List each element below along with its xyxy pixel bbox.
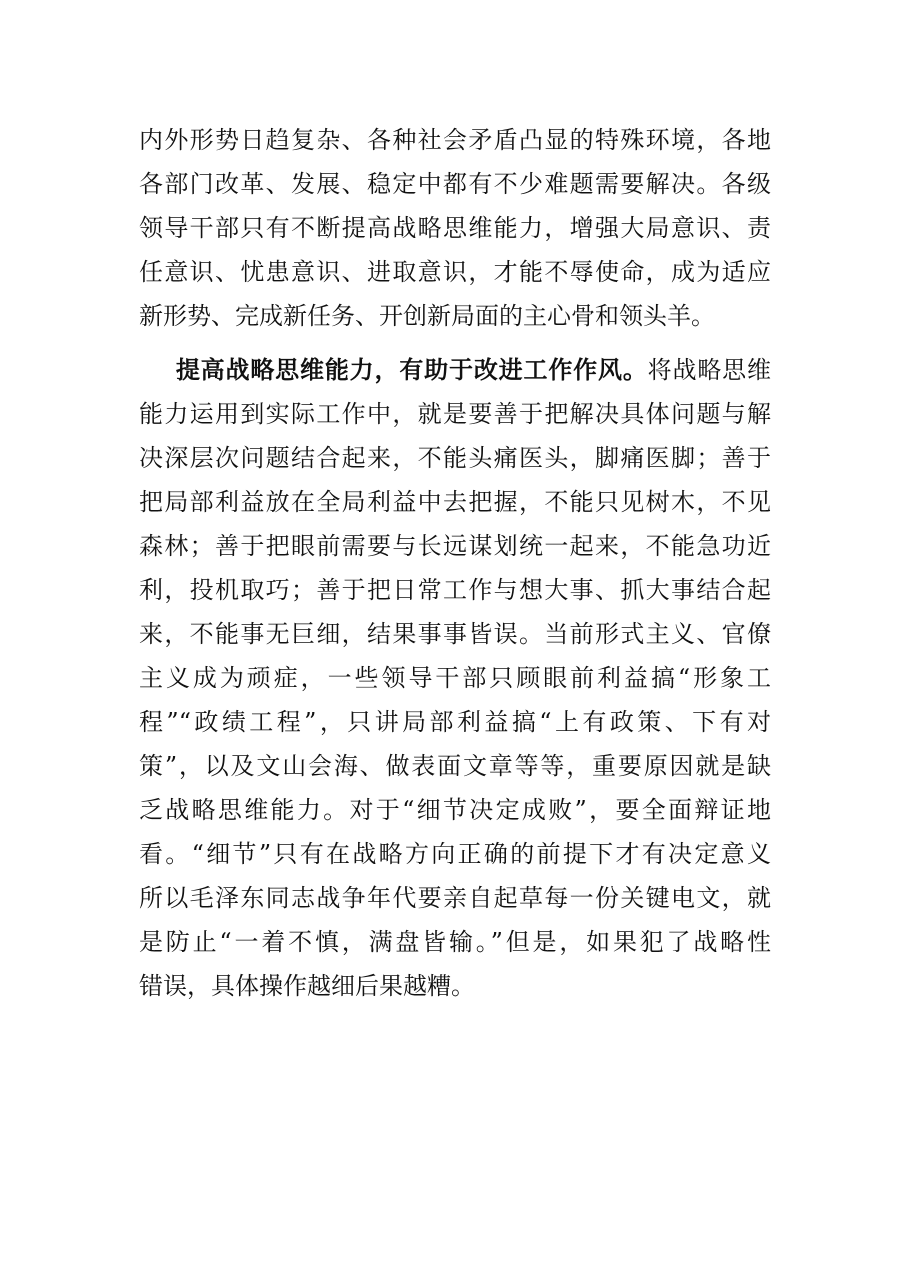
text-line: 看。“细节”只有在战略方向正确的前提下才有决定意义 <box>139 840 771 868</box>
text-line: 新形势、完成新任务、开创新局面的主心骨和领头羊。 <box>139 302 715 330</box>
paragraph-spacer <box>139 338 771 348</box>
text-line: 各部门改革、发展、稳定中都有不少难题需要解决。各级 <box>139 170 771 198</box>
text-line: 是防止“一着不慎，满盘皆输。”但是，如果犯了战略性 <box>139 928 771 956</box>
text-line: 策”，以及文山会海、做表面文章等等，重要原因就是缺 <box>139 752 771 780</box>
text-line: 森林；善于把眼前需要与长远谋划统一起来，不能急功近 <box>139 532 771 560</box>
text-line: 来，不能事无巨细，结果事事皆误。当前形式主义、官僚 <box>139 620 771 648</box>
text-line: 把局部利益放在全局利益中去把握，不能只见树木，不见 <box>139 488 771 516</box>
text-line-first <box>139 348 771 392</box>
text-line: 错误，具体操作越细后果越糟。 <box>139 972 475 1000</box>
text-line: 能力运用到实际工作中，就是要善于把解决具体问题与解 <box>139 400 771 428</box>
paragraph-2 <box>139 348 771 1008</box>
text-line: 任意识、忧患意识、进取意识，才能不辱使命，成为适应 <box>139 258 771 286</box>
text-line: 程”“政绩工程”，只讲局部利益搞“上有政策、下有对 <box>139 708 771 736</box>
text-line: 领导干部只有不断提高战略思维能力，增强大局意识、责 <box>139 214 771 242</box>
text-line: 乏战略思维能力。对于“细节决定成败”，要全面辩证地 <box>139 796 771 824</box>
paragraph-lead-heading: 提高战略思维能力，有助于改进工作作风。 <box>175 356 648 384</box>
first-line-rest: 将战略思维 <box>647 356 772 384</box>
text-line: 内外形势日趋复杂、各种社会矛盾凸显的特殊环境，各地 <box>139 126 771 154</box>
paragraph-1 <box>139 118 771 338</box>
text-line: 所以毛泽东同志战争年代要亲自起草每一份关键电文，就 <box>139 884 771 912</box>
text-line: 利，投机取巧；善于把日常工作与想大事、抓大事结合起 <box>139 576 771 604</box>
document-body <box>139 118 771 1008</box>
text-line: 决深层次问题结合起来，不能头痛医头，脚痛医脚；善于 <box>139 444 771 472</box>
text-line: 主义成为顽症，一些领导干部只顾眼前利益搞“形象工 <box>139 664 771 692</box>
